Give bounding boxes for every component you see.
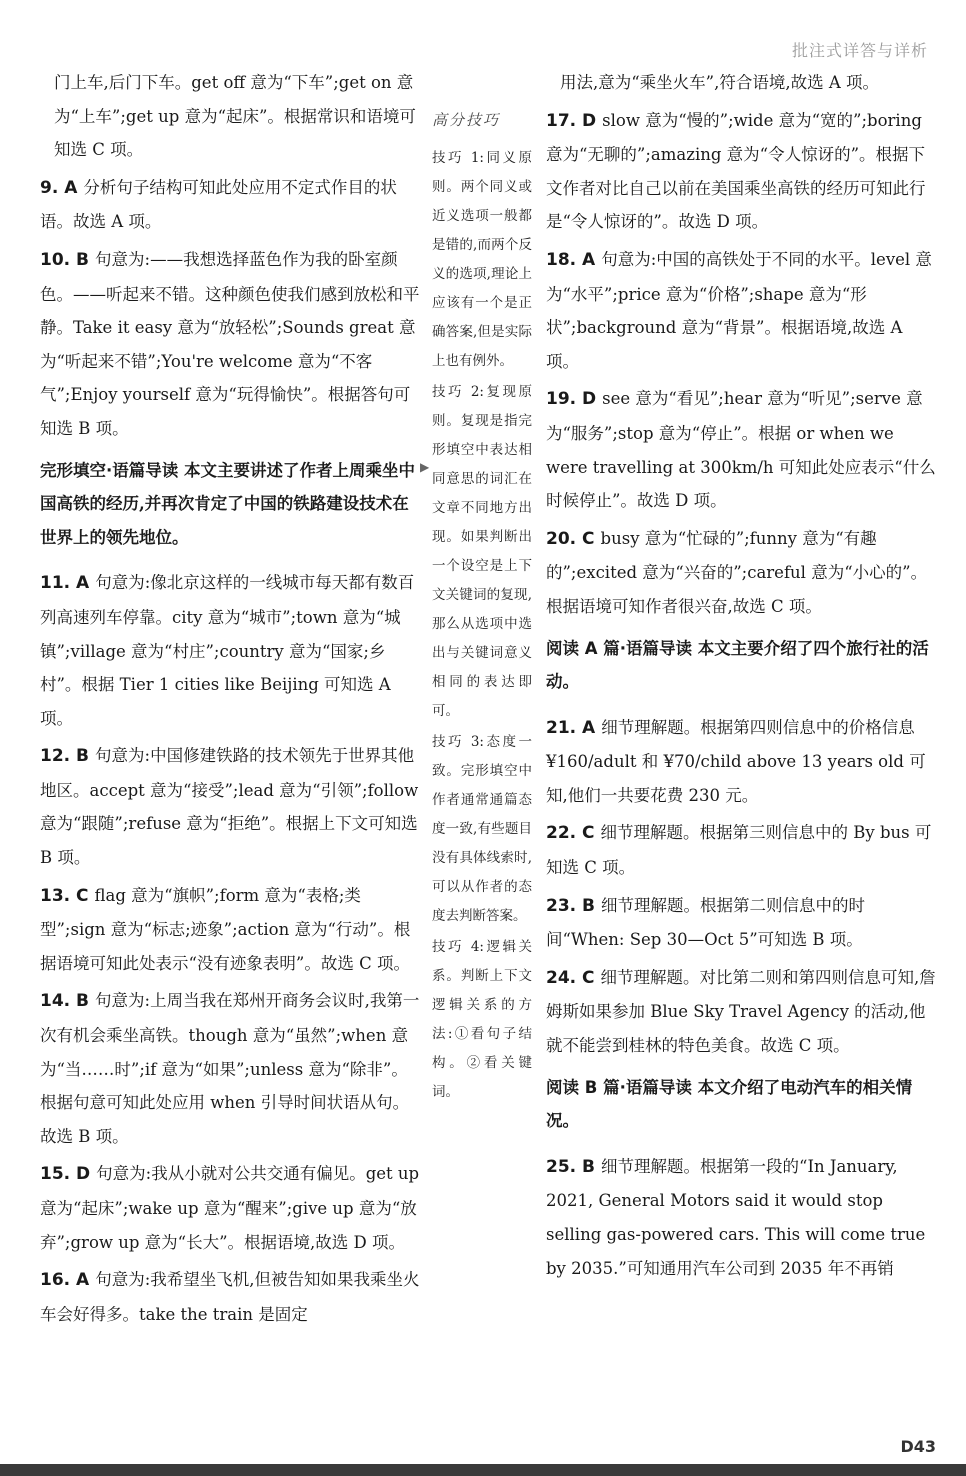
section-tag: 阅读 A 篇·语篇导读 bbox=[546, 638, 693, 658]
tip-item: 技巧 2:复现原则。复现是指完形填空中表达相同意思的词汇在文章不同地方出现。如果判断出一个设空是上下文关键词的复现,那么从选项中选出与关键词意义相同的表达即可。 bbox=[432, 383, 532, 719]
explanation-text: 用法,意为“乘坐火车”,符合语境,故选 A 项。 bbox=[560, 73, 880, 92]
explanation-text: busy 意为“忙碌的”;funny 意为“有趣的”;excited 意为“兴奋的”;careful 意为“小心的”。根据语境可知作者很兴奋,故选 C 项。 bbox=[546, 528, 928, 616]
question-number: 24. C bbox=[546, 967, 595, 988]
answer-letter: C bbox=[582, 528, 595, 549]
tips-title: 高分技巧 bbox=[432, 111, 501, 129]
section-heading bbox=[546, 1071, 938, 1138]
tip-item: 技巧 1:同义原则。两个同义或近义选项一般都是错的,而两个反义的选项,理论上应该有一个是正确答案,但是实际上也有例外。 bbox=[432, 149, 532, 369]
answer-letter: C bbox=[582, 823, 595, 844]
explanation-text: 句意为:上周当我在郑州开商务会议时,我第一次有机会乘坐高铁。though 意为“虽然”;when 意为“当……时”;if 意为“如果”;unless 意为“除非”。根据句意可知此处应用 when 引导时间状语从句。故选 B 项。 bbox=[40, 991, 420, 1146]
explanation-text: 细节理解题。对比第二则和第四则信息可知,詹姆斯如果参加 Blue Sky Travel Agency 的活动,他就不能尝到桂林的特色美食。故选 C 项。 bbox=[546, 967, 936, 1056]
answer-letter: B bbox=[76, 746, 90, 767]
section-heading bbox=[546, 632, 938, 699]
explanation-text: flag 意为“旗帜”;form 意为“表格;类型”;sign 意为“标志;迹象”;action 意为“行动”。根据语境可知此处表示“没有迹象表明”。故选 C 项。 bbox=[40, 885, 411, 973]
question-number: 19. D bbox=[546, 389, 597, 410]
explanation-text: 句意为:像北京这样的一线城市每天都有数百列高速列车停靠。city 意为“城市”;town 意为“城镇”;village 意为“村庄”;country 意为“国家;乡村”。根据 Tier 1 cities like Beijing 可知选 A 项。 bbox=[40, 573, 415, 728]
explanation-text: 细节理解题。根据第一段的“In January, 2021, General Motors said it would stop selling gas-powered cars. This will come true by 2035.”可知通用汽车公司到 2035 年不再销 bbox=[546, 1156, 926, 1278]
answer-entry bbox=[546, 104, 938, 239]
answer-letter: D bbox=[582, 389, 597, 410]
answer-entry bbox=[40, 171, 424, 239]
page-header: 批注式详答与详析 bbox=[791, 41, 928, 60]
explanation-text: 句意为:我希望坐飞机,但被告知如果我乘坐火车会好得多。take the train 是固定 bbox=[40, 1270, 420, 1324]
answer-entry bbox=[40, 879, 424, 981]
explanation-text: 细节理解题。根据第四则信息中的价格信息 ¥160/adult 和 ¥70/child above 13 years old 可知,他们一共要花费 230 元。 bbox=[546, 717, 926, 805]
question-number: 25. B bbox=[546, 1156, 596, 1177]
question-number: 21. A bbox=[546, 717, 596, 738]
answer-entry bbox=[40, 1157, 424, 1259]
section-heading bbox=[40, 454, 424, 555]
answer-entry bbox=[40, 1263, 424, 1331]
answer-entry bbox=[546, 889, 938, 957]
answer-entry bbox=[546, 1150, 938, 1285]
question-number: 9. A bbox=[40, 177, 78, 198]
section-text: 本文介绍了电动汽车的相关情况。 bbox=[546, 1077, 913, 1131]
left-column bbox=[40, 66, 424, 1335]
explanation-text: 门上车,后门下车。get off 意为“下车”;get on 意为“上车”;get up 意为“起床”。根据常识和语境可知选 C 项。 bbox=[54, 73, 416, 160]
question-number: 14. B bbox=[40, 991, 90, 1012]
question-number: 11. A bbox=[40, 573, 90, 594]
answer-entry bbox=[40, 739, 424, 874]
explanation-text: 分析句子结构可知此处应用不定式作目的状语。故选 A 项。 bbox=[40, 177, 397, 232]
answer-letter: D bbox=[76, 1164, 91, 1185]
answer-letter: A bbox=[582, 717, 596, 738]
question-number: 16. A bbox=[40, 1270, 90, 1291]
explanation-text: 句意为:中国修建铁路的技术领先于世界其他地区。accept 意为“接受”;lead 意为“引领”;follow 意为“跟随”;refuse 意为“拒绝”。根据上下文可知选 B 项。 bbox=[40, 746, 419, 868]
answer-letter: B bbox=[76, 249, 90, 270]
answer-entry bbox=[546, 816, 938, 884]
answer-entry bbox=[546, 382, 938, 517]
question-number: 23. B bbox=[546, 895, 596, 916]
answer-letter: B bbox=[76, 991, 90, 1012]
answer-entry bbox=[546, 66, 938, 100]
question-number: 20. C bbox=[546, 528, 595, 549]
answer-entry bbox=[40, 984, 424, 1153]
answer-letter: D bbox=[582, 110, 597, 131]
answer-entry bbox=[546, 711, 938, 813]
question-number: 17. D bbox=[546, 110, 597, 131]
answer-letter: A bbox=[76, 1270, 90, 1291]
question-number: 15. D bbox=[40, 1164, 91, 1185]
arrow-icon: ▶ bbox=[420, 460, 430, 474]
question-number: 18. A bbox=[546, 249, 596, 270]
answer-letter: A bbox=[64, 177, 78, 198]
explanation-text: see 意为“看见”;hear 意为“听见”;serve 意为“服务”;stop 意为“停止”。根据 or when we were travelling at 300km/h 可知此处应表示“什么时候停止”。故选 D 项。 bbox=[546, 389, 936, 511]
answer-entry bbox=[546, 522, 938, 624]
answer-entry bbox=[40, 66, 424, 167]
section-tag: 完形填空·语篇导读 bbox=[40, 460, 179, 480]
answer-letter: B bbox=[582, 1156, 596, 1177]
explanation-text: 句意为:——我想选择蓝色作为我的卧室颜色。——听起来不错。这种颜色使我们感到放松和平静。Take it easy 意为“放轻松”;Sounds great 意为“听起来不错”;You're welcome 意为“不客气”;Enjoy yourself 意为“玩得愉快”。根据答句可知选 B 项。 bbox=[40, 249, 420, 438]
answer-letter: A bbox=[582, 249, 596, 270]
question-number: 10. B bbox=[40, 249, 90, 270]
tip-item: 技巧 4:逻辑关系。判断上下文逻辑关系的方法:①看句子结构。②看关键词。 bbox=[432, 938, 532, 1100]
explanation-text: 句意为:我从小就对公共交通有偏见。get up 意为“起床”;wake up 意为“醒来”;give up 意为“放弃”;grow up 意为“长大”。根据语境,故选 D 项。 bbox=[40, 1164, 420, 1252]
explanation-text: slow 意为“慢的”;wide 意为“宽的”;boring 意为“无聊的”;amazing 意为“令人惊讶的”。根据下文作者对比自己以前在美国乘坐高铁的经历可知此行是“令人惊讶的”。故选 D 项。 bbox=[546, 110, 926, 232]
explanation-text: 细节理解题。根据第三则信息中的 By bus 可知选 C 项。 bbox=[546, 823, 932, 878]
tips-column bbox=[432, 104, 532, 1109]
right-column bbox=[546, 66, 938, 1289]
answer-letter: C bbox=[76, 885, 89, 906]
section-text: 本文主要讲述了作者上周乘坐中国高铁的经历,并再次肯定了中国的铁路建设技术在世界上的领先地位。 bbox=[40, 460, 416, 547]
explanation-text: 细节理解题。根据第二则信息中的时间“When: Sep 30—Oct 5”可知选 B 项。 bbox=[546, 895, 866, 950]
answer-entry bbox=[40, 566, 424, 735]
page-number: D43 bbox=[900, 1437, 936, 1456]
question-number: 13. C bbox=[40, 885, 89, 906]
answer-letter: C bbox=[582, 967, 595, 988]
question-number: 12. B bbox=[40, 746, 90, 767]
explanation-text: 句意为:中国的高铁处于不同的水平。level 意为“水平”;price 意为“价格”;shape 意为“形状”;background 意为“背景”。根据语境,故选 A 项。 bbox=[546, 249, 932, 371]
section-tag: 阅读 B 篇·语篇导读 bbox=[546, 1077, 692, 1097]
question-number: 22. C bbox=[546, 823, 595, 844]
section-text: 本文主要介绍了四个旅行社的活动。 bbox=[546, 638, 929, 692]
answer-entry bbox=[40, 243, 424, 446]
answer-entry bbox=[546, 961, 938, 1063]
tip-item: 技巧 3:态度一致。完形填空中作者通常通篇态度一致,有些题目没有具体线索时,可以从作者的态度去判断答案。 bbox=[432, 733, 532, 924]
answer-letter: B bbox=[582, 895, 596, 916]
footer-bar bbox=[0, 1464, 966, 1476]
answer-entry bbox=[546, 243, 938, 378]
answer-letter: A bbox=[76, 573, 90, 594]
